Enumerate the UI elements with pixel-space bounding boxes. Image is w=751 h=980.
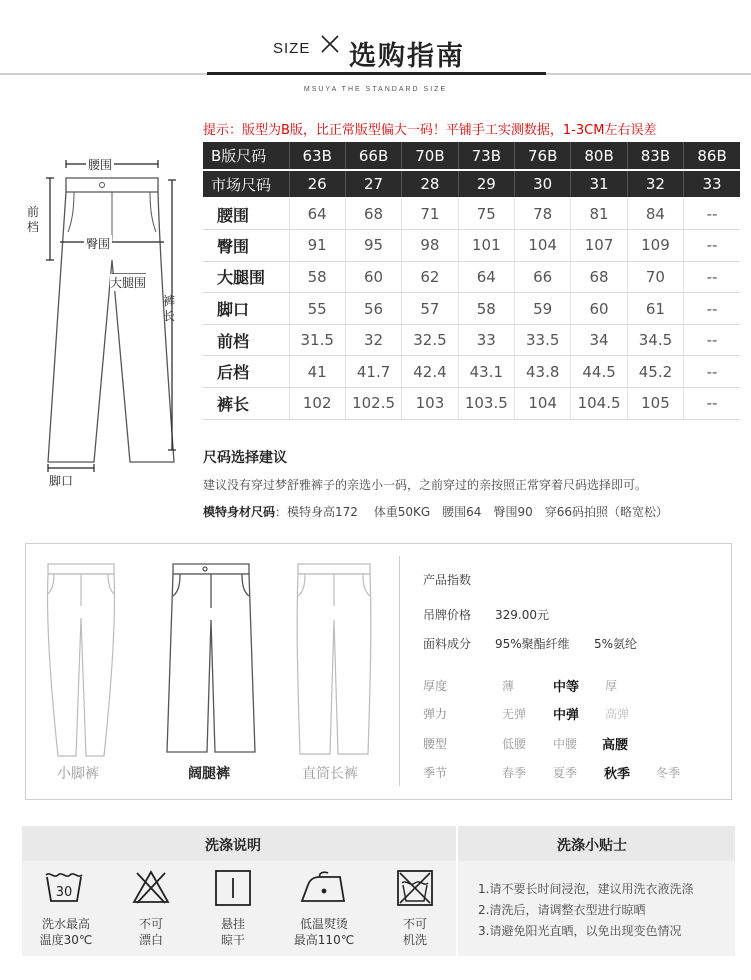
fabric-label: 面料成分 [423,637,472,651]
size-table-row-label: 后档 [203,356,289,388]
attr-thickness-medium: 中等 [553,680,580,695]
care-title-left: 洗涤说明 [205,838,261,854]
diagram-label-length: 裤 长 [162,294,175,323]
size-table-cell: 32 [345,324,401,356]
care-label-bleach [124,916,178,948]
size-table-cell: 44.5 [571,356,627,388]
size-table-cell: -- [684,198,740,230]
care-label-iron-line1: 低温熨烫 [299,917,348,931]
header-rule-right [546,73,751,75]
model-size-label: 模特身材尺码 [203,505,276,519]
no-machine-wash-icon [396,869,434,907]
size-table-cell: 30 [515,170,571,198]
size-table-cell: 68 [345,198,401,230]
size-table-cell: 33 [458,324,514,356]
fabric-value-1: 95%聚酯纤维 [495,637,570,651]
size-table-cell: 64 [289,198,345,230]
size-table-cell: 32 [627,170,683,198]
size-table-cell: 70 [627,261,683,293]
size-table-row-label: 大腿围 [203,261,289,293]
attr-season-autumn: 秋季 [604,767,631,782]
size-table-header-row [203,170,740,198]
care-label-machine-line1: 不可 [402,917,427,931]
style-label-straight: 直筒长裤 [302,766,358,782]
size-table-cell: 60 [571,293,627,325]
size-table-cell: 109 [627,230,683,262]
size-table-cell: 43.1 [458,356,514,388]
hang-dry-icon [214,869,252,907]
size-table-cell: 58 [458,293,514,325]
size-table-cell: 103 [402,388,458,420]
size-notice: 提示：版型为B版，比正常版型偏大一码！平铺手工实测数据，1-3CM左右误差 [203,123,657,138]
model-size-line [203,503,668,520]
size-table-cell: 68 [571,261,627,293]
size-table-cell: 56 [345,293,401,325]
size-table-cell: 102.5 [345,388,401,420]
diagram-label-front-rise: 前 档 [26,205,39,234]
size-table-row-label: 市场尺码 [203,170,289,198]
size-table-cell: 75 [458,198,514,230]
size-table-cell: 28 [402,170,458,198]
size-table-cell: -- [684,261,740,293]
size-table-cell: 31.5 [289,324,345,356]
size-table-cell: 104.5 [571,388,627,420]
size-table-cell: 59 [515,293,571,325]
size-table-row-label: 脚口 [203,293,289,325]
care-label-wash [36,916,96,948]
size-table-header-row [203,142,740,170]
care-label-hang-line1: 悬挂 [220,917,245,931]
no-bleach-icon [131,869,171,905]
diagram-label-thigh: 大腿围 [110,276,147,290]
price-value: 329.00元 [495,608,549,622]
care-label-hang [206,916,260,948]
size-table-cell: 45.2 [627,356,683,388]
size-table-cell: 34.5 [627,324,683,356]
attr-stretch-label: 弹力 [423,707,448,721]
attr-stretch-none: 无弹 [502,707,527,721]
size-table-cell: 42.4 [402,356,458,388]
size-table-cell: 76B [515,142,571,170]
size-table-row [203,388,740,420]
care-tip-3: 3.请避免阳光直晒，以免出现变色情况 [478,924,682,938]
header-title-cn: 选购指南 [349,41,465,72]
size-table-cell: 41.7 [345,356,401,388]
attr-waist-mid: 中腰 [553,737,578,751]
size-table-cell: 66 [515,261,571,293]
style-label-skinny: 小脚裤 [57,766,99,782]
size-table-cell: -- [684,388,740,420]
size-table-cell: 33.5 [515,324,571,356]
size-table-cell: 62 [402,261,458,293]
size-table-cell: 86B [684,142,740,170]
care-label-wash-line2: 温度30℃ [39,933,93,947]
header-rule-center [207,72,546,75]
size-table-cell: 31 [571,170,627,198]
fabric-value-2: 5%氨纶 [594,637,638,651]
size-table-cell: 58 [289,261,345,293]
size-table-row [203,261,740,293]
product-divider [399,556,400,786]
size-table-cell: 95 [345,230,401,262]
size-table [203,142,740,420]
size-table-row-label: B版尺码 [203,142,289,170]
size-table-cell: 63B [289,142,345,170]
size-table-cell: 27 [345,170,401,198]
skinny-pants-icon [42,560,122,760]
attr-waist-label: 腰型 [423,737,448,751]
care-label-bleach-line1: 不可 [138,917,163,931]
size-table-cell: 104 [515,230,571,262]
price-label: 吊牌价格 [423,608,472,622]
size-table-cell: 33 [684,170,740,198]
cross-icon [318,32,342,56]
diagram-label-waist: 腰围 [88,158,113,172]
size-table-cell: 26 [289,170,345,198]
attr-thickness-label: 厚度 [423,679,448,693]
size-table-cell: 83B [627,142,683,170]
size-table-cell: 78 [515,198,571,230]
care-label-hang-line2: 晾干 [220,933,245,947]
size-table-cell: -- [684,293,740,325]
size-table-row [203,293,740,325]
size-table-cell: 98 [402,230,458,262]
size-table-cell: 103.5 [458,388,514,420]
care-label-wash-line1: 洗水最高 [41,917,90,931]
size-table-cell: 102 [289,388,345,420]
attr-waist-low: 低腰 [502,737,527,751]
size-table-cell: 41 [289,356,345,388]
attr-thickness-thin: 薄 [502,679,515,693]
size-table-row-label: 裤长 [203,388,289,420]
size-table-row [203,356,740,388]
size-table-cell: 66B [345,142,401,170]
advice-title: 尺码选择建议 [203,450,287,466]
straight-pants-icon [292,560,376,760]
size-table-cell: 81 [571,198,627,230]
diagram-label-hem: 脚口 [49,474,74,488]
size-table-cell: 70B [402,142,458,170]
size-table-cell: 55 [289,293,345,325]
header-rule-left [0,73,207,75]
wash-30-icon [44,869,84,905]
size-table-cell: 43.8 [515,356,571,388]
attr-season-label: 季节 [423,766,448,780]
wash-temp-text: 30 [55,885,73,900]
attr-stretch-high: 高弹 [605,707,630,721]
care-header-bar [22,826,735,861]
product-index-title: 产品指数 [423,573,472,587]
size-table-row [203,324,740,356]
size-table-row [203,230,740,262]
size-table-cell: 91 [289,230,345,262]
care-label-bleach-line2: 漂白 [138,933,163,947]
model-size-text: ：模特身高172 体重50KG 腰围64 臀围90 穿66码拍照（略宽松） [275,505,668,519]
care-tip-1: 1.请不要长时间浸泡，建议用洗衣液洗涤 [478,882,694,896]
size-table-row [203,198,740,230]
size-table-row-label: 前档 [203,324,289,356]
size-table-cell: 57 [402,293,458,325]
attr-season-winter: 冬季 [656,766,681,780]
size-table-cell: 34 [571,324,627,356]
size-table-cell: -- [684,230,740,262]
size-table-cell: 73B [458,142,514,170]
size-table-cell: 64 [458,261,514,293]
size-table-cell: 61 [627,293,683,325]
attr-stretch-medium: 中弹 [553,708,580,723]
size-table-cell: 107 [571,230,627,262]
care-divider [456,826,458,956]
attr-season-summer: 夏季 [553,766,578,780]
attr-waist-high: 高腰 [602,738,629,753]
size-table-row-label: 臀围 [203,230,289,262]
product-info-box [25,543,732,800]
care-label-machine [388,916,442,948]
attr-season-spring: 春季 [502,766,527,780]
size-table-cell: 29 [458,170,514,198]
care-tip-2: 2.清洗后，请调整衣型进行晾晒 [478,903,646,917]
size-table-cell: 104 [515,388,571,420]
size-table-cell: 80B [571,142,627,170]
attr-thickness-thick: 厚 [605,679,618,693]
iron-low-icon [298,869,348,907]
advice-text: 建议没有穿过梦舒雅裤子的亲选小一码，之前穿过的亲按照正常穿着尺码选择即可。 [203,478,648,492]
style-label-wide-leg: 阔腿裤 [188,766,230,782]
care-label-iron-line2: 最高110℃ [293,933,355,947]
size-table-cell: -- [684,324,740,356]
size-table-cell: 32.5 [402,324,458,356]
care-label-machine-line2: 机洗 [402,933,427,947]
header-subtitle: MSUYA THE STANDARD SIZE [303,86,448,93]
wide-leg-pants-icon [165,560,257,760]
size-table-cell: 84 [627,198,683,230]
size-table-cell: 71 [402,198,458,230]
header-title-en: SIZE [273,40,311,57]
size-table-cell: 60 [345,261,401,293]
size-table-cell: -- [684,356,740,388]
care-title-right: 洗涤小贴士 [557,838,627,854]
size-table-cell: 101 [458,230,514,262]
care-label-iron [286,916,362,948]
size-table-row-label: 腰围 [203,198,289,230]
size-table-cell: 105 [627,388,683,420]
diagram-label-hip: 臀围 [86,237,111,251]
